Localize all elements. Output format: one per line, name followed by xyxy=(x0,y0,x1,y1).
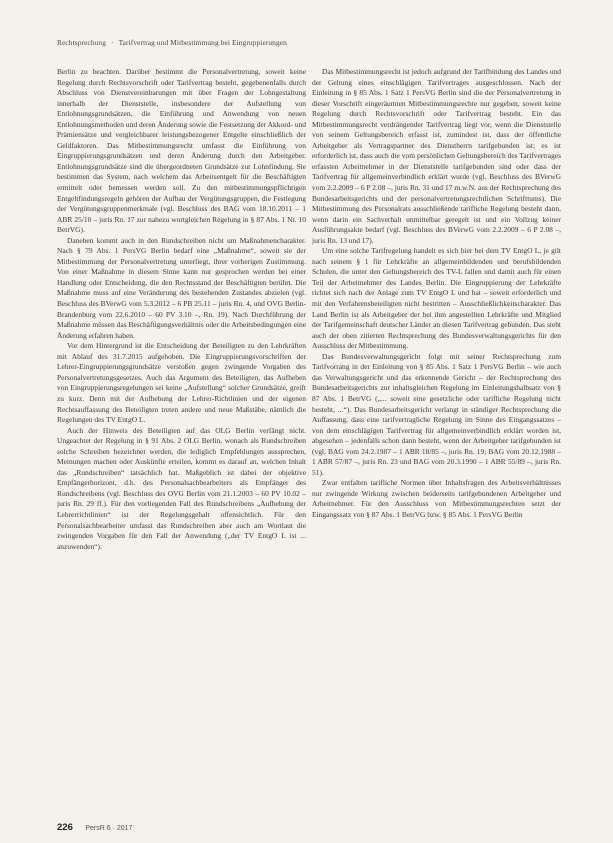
running-head-section: Rechtsprechung xyxy=(57,38,107,47)
paragraph: Vor dem Hintergrund ist die Entscheidung der Beteiligten zu den Lehrkräften mit Ablauf des 31.7.2015 aufgehoben. Die Eingruppierungsvorschriften der Lehrer-Eingruppierungsgrundsätze verstoßen gegen zwingende Vorgaben des Personalvertretungsgesetzes. Auch das Argument des Beteiligten, das Aufheben von Eingruppierungsregelungen sei keine „Aufstellung“ solcher Grundsätze, greift zu kurz. Denn mit der Aufhebung der Lehrer-Richtlinien und der eigenen Rechtsauffassung des Beteiligten treten andere und neue Maßstäbe, nämlich die Regelungen des TV EntgO L. xyxy=(57,341,306,425)
running-head xyxy=(57,38,557,47)
paragraph: Zwar entfalten tarifliche Normen über Inhaltsfragen des Arbeitsverhältnisses nur zwingende Wirkung zwischen beiderseits tarifgebundenen Arbeitgeber und Arbeitnehmer. Für den Ausschluss von Mitbestimmungsrechten setzt der Eingangssatz von § 87 Abs. 1 BetrVG bzw. § 85 Abs. 1 PersVG Berlin xyxy=(312,478,561,519)
right-text-column xyxy=(312,67,561,809)
paragraph: Das Bundesverwaltungsgericht folgt mit seiner Rechtsprechung zum Tarifvorrang in der Einleitung von § 85 Abs. 1 Satz 1 PersVG Berlin – wie auch das Verwaltungsgericht und das erkennende Gericht – der Rechtsprechung des Bundesarbeitsgerichts zur inhaltsgleichen Regelung im Einleitungshalbsatz von § 87 Abs. 1 BetrVG („... soweit eine gesetzliche oder tarifliche Regelung nicht besteht, ...“). Das Bundesarbeitsgericht verlangt in ständiger Rechtsprechung die Auffassung, dass eine tarifvertragliche Regelung im Sinne des Eingangssatzes – von dem einschlägigen Tarifvertrag für allgemeinverbindlich erklärt worden ist, abgesehen – jedenfalls schon dann besteht, wenn der Arbeitgeber tarifgebunden ist (vgl. BAG vom 24.2.1987 – 1 ABR 18/85 –, juris Rn. 19; BAG vom 20.12.1988 – 1 ABR 57/87 –, juris Rn. 23 und BAG vom 20.3.1990 – 1 ABR 55/89 –, juris Rn. 51). xyxy=(312,351,561,477)
paragraph: Daneben kommt auch in den Rundschreiben nicht um Maßnahmencharakter. Nach § 79 Abs. 1 PersVG Berlin bedarf eine „Maßnahme“, soweit sie der Mitbestimmung der Personalvertretung unterliegt, ihrer vorherigen Zustimmung. Von einer Maßnahme in diesem Sinne kann nur gesprochen werden bei einer Handlung oder Entscheidung, die den Rechtsstand der Beschäftigten berührt. Die Maßnahme muss auf eine Veränderung des bestehenden Zustandes abzielen (vgl. Beschluss des BVerwG vom 5.3.2012 – 6 PB 25.11 – juris Rn. 4, und OVG Berlin-Brandenburg vom 22.6.2010 – 60 PV 3.10 –, Rn. 19). Nach Durchführung der Maßnahme müssen das Beschäftigungsverhältnis oder die Arbeitsbedingungen eine Änderung erfahren haben. xyxy=(57,235,306,340)
running-head-topic: Tarifvertrag und Mitbestimmung bei Eingruppierungen xyxy=(118,38,287,47)
paragraph: Auch der Hinweis des Beteiligten auf das OLG Berlin verfängt nicht. Ungeachtet der Regelung in § 91 Abs. 2 OLG Berlin, wonach als Rundschreiben solche Schreiben bezeichnet werden, die lediglich Empfehlungen aussprechen, Meinungen machen oder Auskünfte erteilen, kommt es darauf an, welchen Inhalt das „Rundschreiben“ tatsächlich hat. Maßgeblich ist dabei der objektive Empfängerhorizont, d.h. des Personalsachbearbeiters als Empfänger des Rundschreibens (vgl. Beschluss des OVG Berlin vom 21.1.2003 – 60 PV 10.02 – juris Rn. 29 ff.). Für den vorliegenden Fall des Rundschreibens „Aufhebung der Lehrerrichtlinien“ ist der Regelungsgehalt offensichtlich. Für den Personalsachbearbeiter umfasst das Rundschreiben aber auch am Wortlaut die zwingenden Vorgaben für den Fall der Anwendung („der TV EntgO L ist ... anzuwenden“). xyxy=(57,425,306,551)
journal-issue: PersR 6 · 2017 xyxy=(85,825,133,832)
paragraph: Berlin zu beachten. Darüber bestimmt die Personalvertretung, soweit keine Regelung durch Rechtsvorschrift oder Tarifvertrag besteht, gegebenenfalls durch Abschluss von Dienstvereinbarungen mit über Fragen der Lohngestaltung innerhalb der Dienststelle, insbesondere der Aufstellung von Entlohnungsgrundsätzen, die Einführung und Anwendung von neuen Entlohnungsmethoden und deren Änderung sowie die Festsetzung der Akkord- und Prämiensätze und vergleichbarer leistungsbezogener Entgelte einschließlich der Geldfaktoren. Das Mitbestimmungsrecht umfasst die Einführung von Eingruppierungsgrundsätzen und deren Änderung durch den Arbeitgeber. Entlohnungsgrundsätze sind die übergeordneten Grundsätze zur Lohnfindung. Sie bestimmen das System, nach welchem das Arbeitsentgelt für die Beschäftigten ermittelt oder bemessen werden soll. Zu den mitbestimmungspflichtigen Entgeltfindungsregeln gehören der Aufbau der Vergütungsgruppen, die Festlegung der Vergütungsgruppenmerkmale (vgl. Beschluss des BAG vom 18.10.2011 – 1 ABR 25/10 – juris Rn. 17 zur nahezu wortgleichen Regelung in § 87 Abs. 1 Nr. 10 BetrVG). xyxy=(57,67,306,235)
running-head-separator: · xyxy=(111,38,114,47)
left-text-column xyxy=(57,67,306,809)
paragraph: Um eine solche Tarifregelung handelt es sich hier bei dem TV EntgO L, je gilt nach seinem § 1 für Lehrkräfte an allgemeinbildenden und berufsbildenden Schulen, die unter den Geltungsbereich des TV-L fallen und damit auch für einen Teil der Arbeitnehmer des Landes Berlin. Die Eingruppierung der Lehrkräfte richtet sich nach der Anlage zum TV EntgO L und hat – soweit erforderlich und mit den Verfahrensbeteiligten nicht bestritten – Ausschließlichkeitscharakter. Das Land Berlin ist als Arbeitgeber der bei ihm angestellten Lehrkräfte und Mitglied der Tarifgemeinschaft deutscher Länder an diesen Tarifvertrag gebunden. Das steht auch der oben zitierten Rechtsprechung des Bundesverwaltungsgerichts für den Ausschluss der Mitbestimmung. xyxy=(312,246,561,351)
page-number: 226 xyxy=(57,822,73,833)
page-footer xyxy=(57,817,132,835)
paragraph: Das Mitbestimmungsrecht ist jedoch aufgrund der Tarifbindung des Landes und der Geltung eines einschlägigen Tarifvertrages ausgeschlossen. Nach der Einleitung in § 85 Abs. 1 Satz 1 PersVG Berlin sind die der Personalvertretung in dieser Vorschrift eingeräumten Mitbestimmungsrechte nur gegeben, soweit keine Regelung durch Rechtsvorschrift oder Tarifvertrag besteht. Ein das Mitbestimmungsrecht verdrängender Tarifvertrag liegt vor, wenn die Dienststelle von seinem Geltungsbereich erfasst ist, zumindest ist, dass der öffentliche Arbeitgeber als Vertragspartner des Dienstherrn tarifgebunden ist; es ist erforderlich ist, dass auch die vom persönlichen Geltungsbereich des Tarifvertrages erfassten Arbeitnehmer in der Dienststelle tarifgebunden sind oder dass der Tarifvertrag für allgemeinverbindlich erklärt wurde (vgl. Beschluss des BVerwG vom 2.2.2009 – 6 P 2.08 –, juris Rn. 31 und 17 m.w.N. aus der Rechtsprechung des Bundesarbeitsgerichts und der personalvertretungsrechtlichen Schrifttums). Die Mitbestimmung des Personalrats ausschließende tarifliche Regelung besteht dann, wenn darin ein Sachverhalt unmittelbar geregelt ist und ein Vollzug keiner Ausführungsakte bedarf (vgl. Beschluss des BVerwG vom 2.2.2009 – 6 P 2.08 –, juris Rn. 13 und 17). xyxy=(312,67,561,245)
